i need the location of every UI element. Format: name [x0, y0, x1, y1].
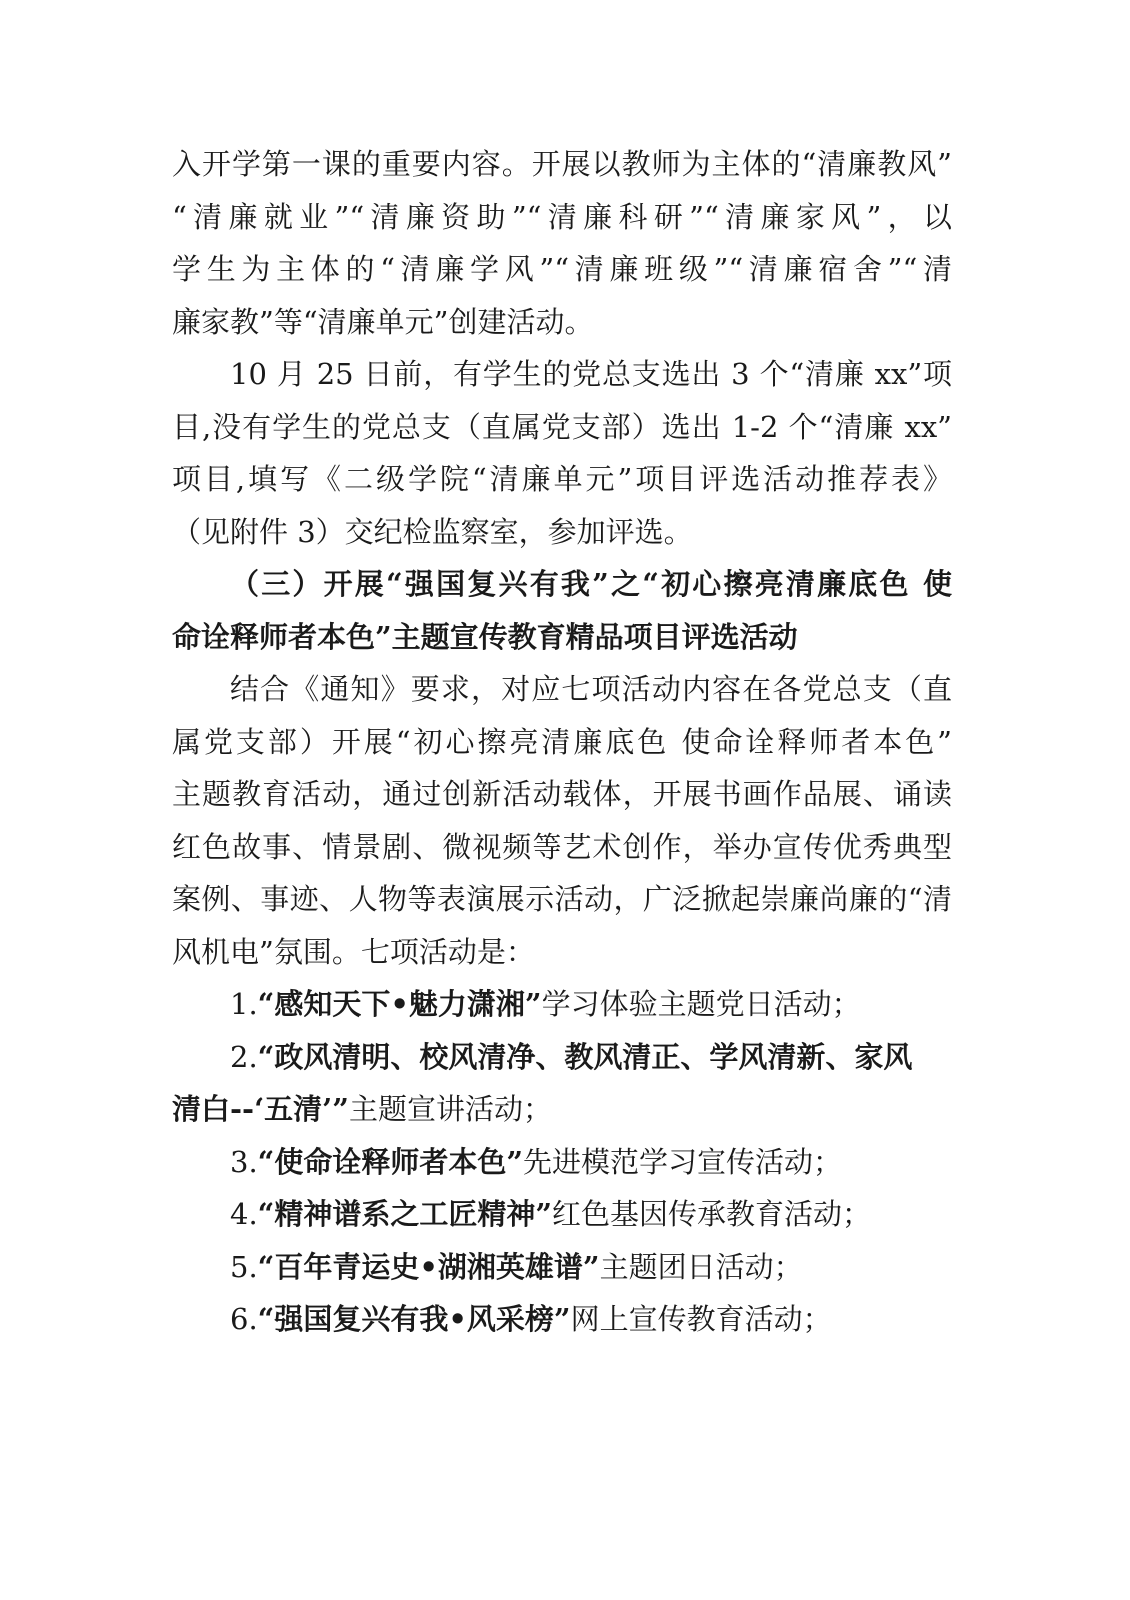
list-item — [172, 1136, 952, 1189]
list-item — [172, 978, 952, 1031]
paragraph-line: 属党支部）开展“初心擦亮清廉底色 使命诠释师者本色” — [172, 724, 952, 759]
list-item — [172, 1188, 952, 1241]
paragraph-line: 主题教育活动，通过创新活动载体，开展书画作品展、诵读 — [172, 777, 952, 811]
paragraph-line: 案例、事迹、人物等表演展示活动，广泛掀起崇廉尚廉的“清 — [172, 882, 952, 916]
list-item-number: 2. — [230, 1039, 258, 1074]
paragraph-line: 项目,填写《二级学院“清廉单元”项目评选活动推荐表》 — [172, 462, 952, 496]
document-page — [172, 138, 952, 1346]
list-item-text: 学习体验主题党日活动； — [541, 987, 861, 1021]
list-item-number: 5. — [230, 1249, 258, 1284]
paragraph-line: 学生为主体的“清廉学风”“清廉班级”“清廉宿舍”“清 — [172, 252, 952, 286]
list-item-number: 3. — [230, 1144, 258, 1179]
list-item-text: 网上宣传教育活动； — [570, 1302, 832, 1336]
list-item-title: “精神谱系之工匠精神” — [257, 1197, 553, 1231]
list-item-text: 主题宣讲活动； — [348, 1092, 552, 1126]
list-item-text: 红色基因传承教育活动； — [552, 1197, 872, 1231]
paragraph-line: 10 月 25 日前，有学生的党总支选出 3 个“清廉 xx”项 — [230, 357, 952, 391]
list-item — [172, 1241, 952, 1294]
section-heading: 命诠释师者本色”主题宣传教育精品项目评选活动 — [172, 619, 798, 654]
list-item-title: 清白--‘五清’” — [172, 1092, 349, 1126]
list-item — [172, 1293, 952, 1346]
paragraph-line: “清廉就业”“清廉资助”“清廉科研”“清廉家风”，以 — [172, 199, 952, 234]
list-item-title: “感知天下•魅力潇湘” — [257, 987, 542, 1021]
section-heading: （三）开展“强国复兴有我”之“初心擦亮清廉底色 使 — [230, 567, 952, 601]
paragraph-line: 红色故事、情景剧、微视频等艺术创作，举办宣传优秀典型 — [172, 829, 952, 864]
list-item-number: 4. — [230, 1197, 258, 1231]
list-item-title: “政风清明、校风清净、教风清正、学风清新、家风 — [257, 1039, 913, 1074]
paragraph-line: （见附件 3）交纪检监察室，参加评选。 — [172, 514, 693, 549]
paragraph-line: 廉家教”等“清廉单元”创建活动。 — [172, 304, 594, 339]
paragraph-line: 结合《通知》要求，对应七项活动内容在各党总支（直 — [230, 672, 952, 706]
list-item-title: “使命诠释师者本色” — [257, 1144, 524, 1179]
list-item-continuation — [172, 1083, 952, 1136]
list-item-text: 先进模范学习宣传活动； — [523, 1144, 843, 1179]
list-item-title: “强国复兴有我•风采榜” — [257, 1302, 571, 1336]
paragraph-line: 目,没有学生的党总支（直属党支部）选出 1-2 个“清廉 xx” — [172, 409, 952, 444]
list-item-title: “百年青运史•湖湘英雄谱” — [257, 1249, 600, 1284]
list-item-number: 1. — [230, 987, 258, 1021]
list-item — [172, 1031, 952, 1084]
list-item-number: 6. — [230, 1302, 258, 1336]
list-item-text: 主题团日活动； — [599, 1249, 803, 1284]
paragraph-line: 风机电”氛围。七项活动是： — [172, 934, 535, 969]
paragraph-line: 入开学第一课的重要内容。开展以教师为主体的“清廉教风” — [172, 147, 952, 181]
